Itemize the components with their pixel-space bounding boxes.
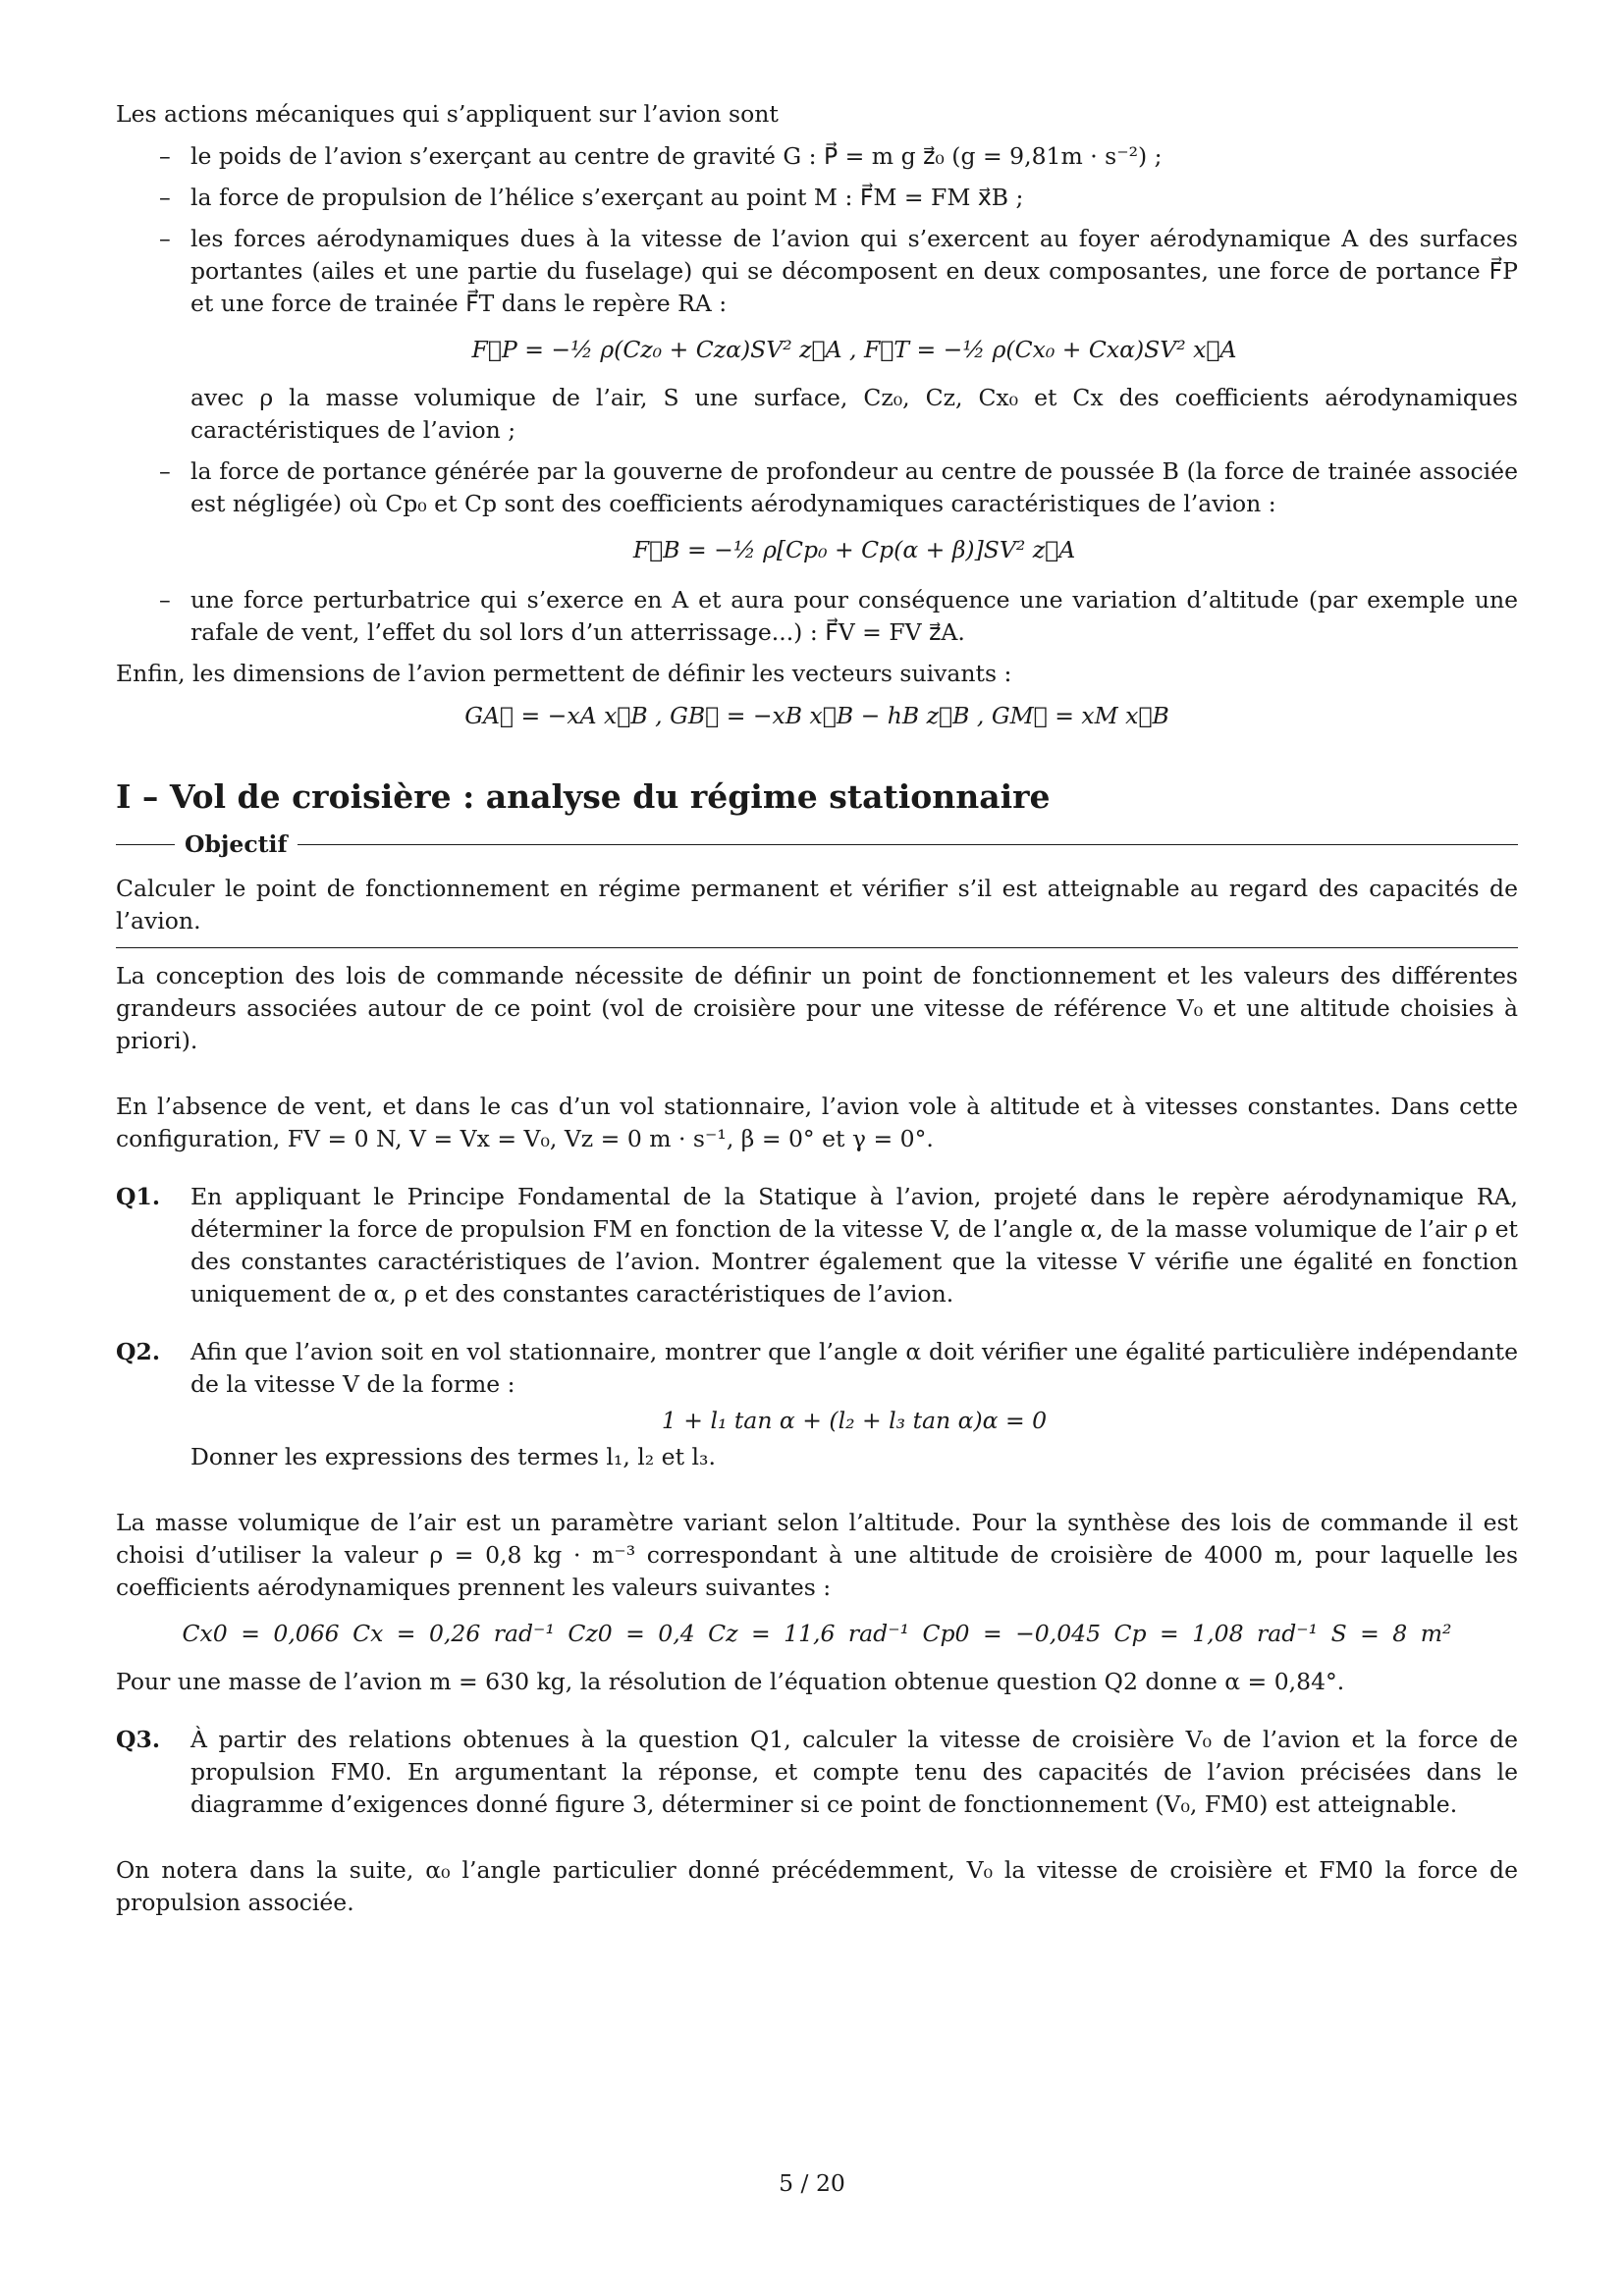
- para-conception: La conception des lois de commande nécessite de définir un point de fonctionnement et les valeurs des différentes grandeurs associées autour de ce point (vol de croisière pour une vitesse de référence V₀ et une altitude choisies à priori).: [116, 962, 1518, 1054]
- q3-text: À partir des relations obtenues à la question Q1, calculer la vitesse de croisière V₀ de l’avion et la force de propulsion FM0. En argumentant la réponse, et compte tenu des capacités de l’avion précisées dans le diagramme d’exigences donné figure 3, déterminer si ce point de fonctionnement (V₀, FM0) est atteignable.: [190, 1726, 1518, 1818]
- action-aero-text: les forces aérodynamiques dues à la vitesse de l’avion qui s’exercent au foyer aérodynamique A des surfaces portantes (ailes et une partie du fuselage) qui se décomposent en deux composantes, une force de portance F⃗P et une force de trainée F⃗T dans le repère RA :: [190, 225, 1518, 317]
- action-propulsion: – la force de propulsion de l’hélice s’exerçant au point M : F⃗M = FM x⃗B ;: [116, 182, 1518, 214]
- formula-aero: F⃗P = −½ ρ(Cz₀ + Czα)SV² z⃗A , F⃗T = −½ ρ(Cx₀ + Cxα)SV² x⃗A: [471, 336, 1237, 363]
- section-title: I – Vol de croisière : analyse du régime stationnaire: [116, 777, 1051, 816]
- objectif-rule-bottom: [116, 947, 1518, 948]
- q1-text: En appliquant le Principe Fondamental de la Statique à l’avion, projeté dans le repère aérodynamique RA, déterminer la force de propulsion FM en fonction de la vitesse V, de l’angle α, de la masse volumique de l’air ρ et des constantes caractéristiques de l’avion. Montrer également que la vitesse V vérifie une égalité en fonction uniquement de α, ρ et des constantes caractéristiques de l’avion.: [190, 1183, 1518, 1308]
- objectif-rule-left: [116, 844, 175, 845]
- action-perturbation: – une force perturbatrice qui s’exerce en A et aura pour conséquence une variation d’altitude (par exemple une rafale de vent, l’effet du sol lors d’un atterrissage...) : F⃗V = FV z⃗A.: [116, 584, 1518, 649]
- q2-equation: 1 + l₁ tan α + (l₂ + l₃ tan α)α = 0: [661, 1407, 1048, 1434]
- coefficients-line: Cx0 = 0,066 Cx = 0,26 rad⁻¹ Cz0 = 0,4 Cz = 11,6 rad⁻¹ Cp0 = −0,045 Cp = 1,08 rad⁻¹ S = 8 m²: [182, 1620, 1452, 1647]
- vectors-intro: Enfin, les dimensions de l’avion permettent de définir les vecteurs suivants :: [116, 660, 1012, 687]
- document-page: [116, 98, 1518, 1919]
- objectif-label: Objectif: [185, 830, 288, 858]
- q1-label: Q1.: [116, 1183, 161, 1210]
- actions-list: [116, 140, 1518, 649]
- para-masse-volumique: La masse volumique de l’air est un paramètre variant selon l’altitude. Pour la synthèse des lois de commande il est choisi d’utiliser la valeur ρ = 0,8 kg · m⁻³ correspondant à une altitude de croisière de 4000 m, pour laquelle les coefficients aérodynamiques prennent les valeurs suivantes :: [116, 1509, 1518, 1601]
- q3-label: Q3.: [116, 1726, 161, 1753]
- question-q3: [116, 1724, 1518, 1821]
- formula-b: F⃗B = −½ ρ[Cp₀ + Cp(α + β)]SV² z⃗A: [632, 536, 1076, 563]
- q2-text: Afin que l’avion soit en vol stationnaire, montrer que l’angle α doit vérifier une égalité particulière indépendante de la vitesse V de la forme :: [190, 1338, 1518, 1398]
- objectif-rule-right: [298, 844, 1518, 845]
- page-number: 5 / 20: [779, 2169, 845, 2197]
- action-portance: [116, 455, 1518, 566]
- objectif-text: Calculer le point de fonctionnement en régime permanent et vérifier s’il est atteignable au regard des capacités de l’avion.: [116, 875, 1518, 934]
- vectors-equation: GA⃗ = −xA x⃗B , GB⃗ = −xB x⃗B − hB z⃗B , GM⃗ = xM x⃗B: [464, 702, 1169, 729]
- action-portance-text: la force de portance générée par la gouverne de profondeur au centre de poussée B (la force de trainée associée est négligée) où Cp₀ et Cp sont des coefficients aérodynamiques caractéristiques de l’avion :: [190, 457, 1518, 517]
- question-q1: [116, 1181, 1518, 1310]
- action-weight: – le poids de l’avion s’exerçant au centre de gravité G : P⃗ = m g z⃗₀ (g = 9,81m · s⁻²) ;: [116, 140, 1518, 173]
- intro-text: Les actions mécaniques qui s’appliquent sur l’avion sont: [116, 100, 779, 128]
- q2-after: Donner les expressions des termes l₁, l₂ et l₃.: [190, 1443, 716, 1470]
- aero-note: avec ρ la masse volumique de l’air, S une surface, Cz₀, Cz, Cx₀ et Cx des coefficients aérodynamiques caractéristiques de l’avion ;: [190, 384, 1518, 444]
- q2-label: Q2.: [116, 1338, 161, 1365]
- objectif-header: [116, 828, 1518, 861]
- para-notation: On notera dans la suite, α₀ l’angle particulier donné précédemment, V₀ la vitesse de croisière et FM0 la force de propulsion associée.: [116, 1856, 1518, 1916]
- action-aero: [116, 223, 1518, 447]
- para-stationnaire: En l’absence de vent, et dans le cas d’un vol stationnaire, l’avion vole à altitude et à vitesses constantes. Dans cette configuration, FV = 0 N, V = Vx = V₀, Vz = 0 m · s⁻¹, β = 0° et γ = 0°.: [116, 1093, 1518, 1152]
- para-masse-avion: Pour une masse de l’avion m = 630 kg, la résolution de l’équation obtenue question Q2 donne α = 0,84°.: [116, 1668, 1345, 1695]
- q2-body: [190, 1336, 1518, 1473]
- question-q2: [116, 1336, 1518, 1473]
